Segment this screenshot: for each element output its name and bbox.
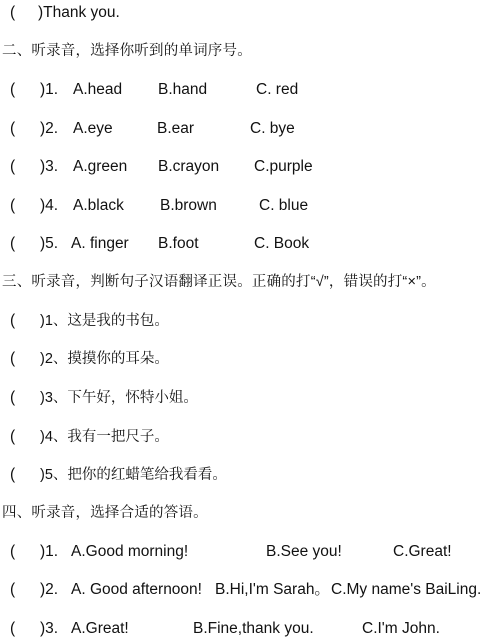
line-text: )Thank you. — [38, 4, 120, 21]
option-c: C.I'm John. — [362, 620, 440, 637]
option-b: B.ear — [157, 120, 195, 137]
option-b: B.Fine,thank you. — [193, 620, 314, 637]
section-3-title: 三、听录音，判断句子汉语翻译正误。正确的打“√”，错误的打“×”。 — [2, 274, 436, 290]
question-number: )4. — [40, 197, 59, 214]
option-b: B.See you! — [266, 543, 342, 560]
option-b: B.brown — [160, 197, 217, 214]
option-a: A. Good afternoon! — [71, 581, 202, 598]
option-a: A.Good morning! — [71, 543, 189, 560]
option-c: C. red — [256, 81, 299, 98]
question-number: )3. — [40, 620, 59, 637]
answer-paren: ( — [10, 466, 16, 483]
answer-paren: ( — [10, 428, 16, 445]
option-c: C. bye — [250, 120, 295, 137]
statement-text: )4、我有一把尺子。 — [40, 429, 169, 445]
option-a: A.black — [73, 197, 124, 214]
answer-paren: ( — [10, 197, 16, 214]
option-a: A.head — [73, 81, 123, 98]
option-a: A.Great! — [71, 620, 129, 637]
section-4-title: 四、听录音，选择合适的答语。 — [2, 505, 208, 521]
question-number: )3. — [40, 158, 59, 175]
question-number: )1. — [40, 543, 59, 560]
answer-paren: ( — [10, 620, 16, 637]
question-number: )2. — [40, 120, 59, 137]
section-2-title: 二、听录音，选择你听到的单词序号。 — [2, 43, 252, 59]
option-b: B.crayon — [158, 158, 220, 175]
answer-paren: ( — [10, 158, 16, 175]
option-c: C.purple — [254, 158, 313, 175]
answer-paren: ( — [10, 543, 16, 560]
option-b: B.foot — [158, 235, 199, 252]
question-number: )2. — [40, 581, 59, 598]
statement-text: )5、把你的红蜡笔给我看看。 — [40, 467, 227, 483]
answer-paren: ( — [10, 312, 16, 329]
answer-paren: ( — [10, 581, 16, 598]
answer-paren: ( — [10, 350, 16, 367]
option-c: C.Great! — [393, 543, 452, 560]
answer-paren: ( — [10, 120, 16, 137]
question-number: )1. — [40, 81, 59, 98]
question-number: )5. — [40, 235, 59, 252]
answer-paren: ( — [10, 81, 16, 98]
option-a: A.eye — [73, 120, 113, 137]
option-a: A. finger — [71, 235, 129, 252]
option-c: C.My name's BaiLing. — [331, 581, 482, 598]
statement-text: )3、下午好，怀特小姐。 — [40, 390, 198, 406]
statement-text: )2、摸摸你的耳朵。 — [40, 351, 169, 367]
option-c: C. Book — [254, 235, 310, 252]
option-a: A.green — [73, 158, 128, 175]
answer-paren: ( — [10, 4, 16, 21]
option-c: C. blue — [259, 197, 309, 214]
answer-paren: ( — [10, 235, 16, 252]
answer-paren: ( — [10, 389, 16, 406]
statement-text: )1、这是我的书包。 — [40, 313, 169, 329]
option-b: B.hand — [158, 81, 208, 98]
option-b: B.Hi,I'm Sarah。 — [215, 581, 330, 598]
